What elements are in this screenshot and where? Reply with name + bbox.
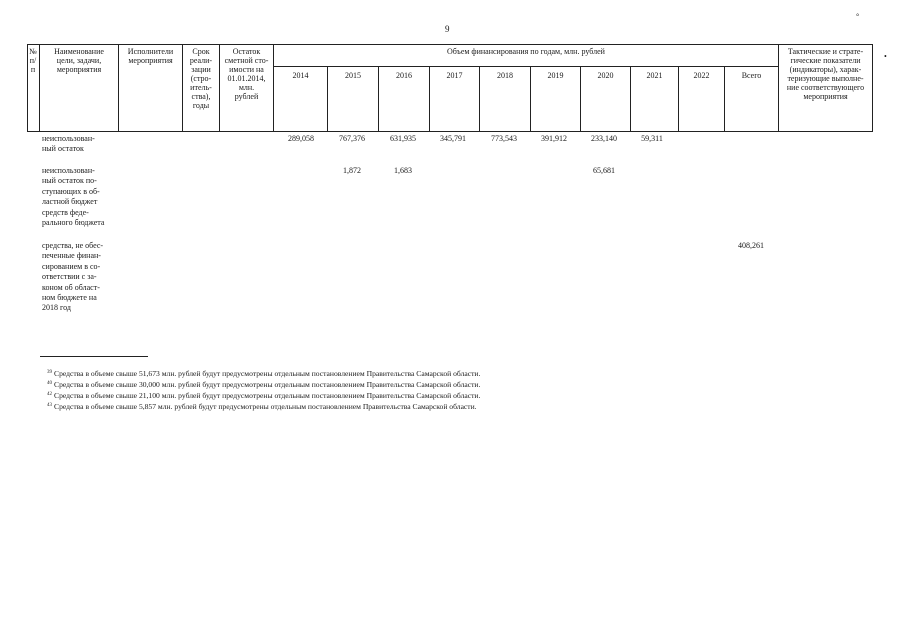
footnote-rule xyxy=(40,356,148,357)
header-year: Всего xyxy=(741,71,762,80)
header-year: 2021 xyxy=(646,71,663,80)
table-cell: 408,261 xyxy=(738,241,764,250)
table-cell: 1,683 xyxy=(394,166,412,175)
table-cell: 767,376 xyxy=(339,134,365,143)
row-label: неиспользован- ный остаток xyxy=(42,134,95,154)
table-cell: 65,681 xyxy=(593,166,615,175)
header-year: 2016 xyxy=(396,71,412,80)
footnote: $^{40}$ Средства в объеме свыше 30,000 млн. рублей будут предусмотрены отдельным постановлением Правительства Самарской области. xyxy=(47,380,481,389)
header-term: Срок реали- зации (стро- итель- ства), годы xyxy=(189,47,213,110)
corner-mark: ° xyxy=(856,12,860,21)
footnote: $^{39}$ Средства в объеме свыше 51,673 млн. рублей будут предусмотрены отдельным постановлением Правительства Самарской области. xyxy=(47,369,481,378)
header-year: 2017 xyxy=(446,71,463,80)
header-name: Наименование цели, задачи, мероприятия xyxy=(54,47,104,74)
header-year: 2015 xyxy=(345,71,361,80)
header-executors: Исполнители мероприятия xyxy=(127,47,174,65)
header-indicators: Тактические и страте- гические показатели (индикаторы), харак- теризующие выполне- ние соответствующего мероприятия xyxy=(786,47,865,101)
header-year: 2018 xyxy=(497,71,513,80)
table-cell: 631,935 xyxy=(390,134,416,143)
table-header xyxy=(27,44,873,132)
table-cell: 345,791 xyxy=(440,134,466,143)
header-year: 2020 xyxy=(597,71,614,80)
table-cell: 773,543 xyxy=(491,134,517,143)
footnote: $^{42}$ Средства в объеме свыше 21,100 млн. рублей будут предусмотрены отдельным постановлением Правительства Самарской области. xyxy=(47,391,481,400)
header-num: № п/п xyxy=(29,47,37,74)
header-year: 2022 xyxy=(693,71,710,80)
table-cell: 59,311 xyxy=(641,134,663,143)
footnote: $^{43}$ Средства в объеме свыше 5,857 млн. рублей будут предусмотрены отдельным постановлением Правительства Самарской области. xyxy=(47,402,477,411)
header-funding: Объем финансирования по годам, млн. рублей xyxy=(447,47,605,56)
corner-mark: • xyxy=(884,52,887,61)
row-label: средства, не обес- печенные финан- сированием в со- ответствии с за- коном об област- ном бюджете на 2018 год xyxy=(42,241,104,313)
header-year: 2019 xyxy=(547,71,564,80)
table-cell: 391,912 xyxy=(541,134,567,143)
page-number: 9 xyxy=(445,24,450,34)
table-cell: 233,140 xyxy=(591,134,617,143)
table-cell: 1,872 xyxy=(343,166,361,175)
header-balance: Остаток сметной сто- имости на 01.01.2014, млн. рублей xyxy=(224,47,269,101)
header-year: 2014 xyxy=(292,71,309,80)
table-cell: 289,058 xyxy=(288,134,314,143)
row-label: неиспользован- ный остаток по- ступающих в об- ластной бюджет средств феде- рального бюджета xyxy=(42,166,105,228)
